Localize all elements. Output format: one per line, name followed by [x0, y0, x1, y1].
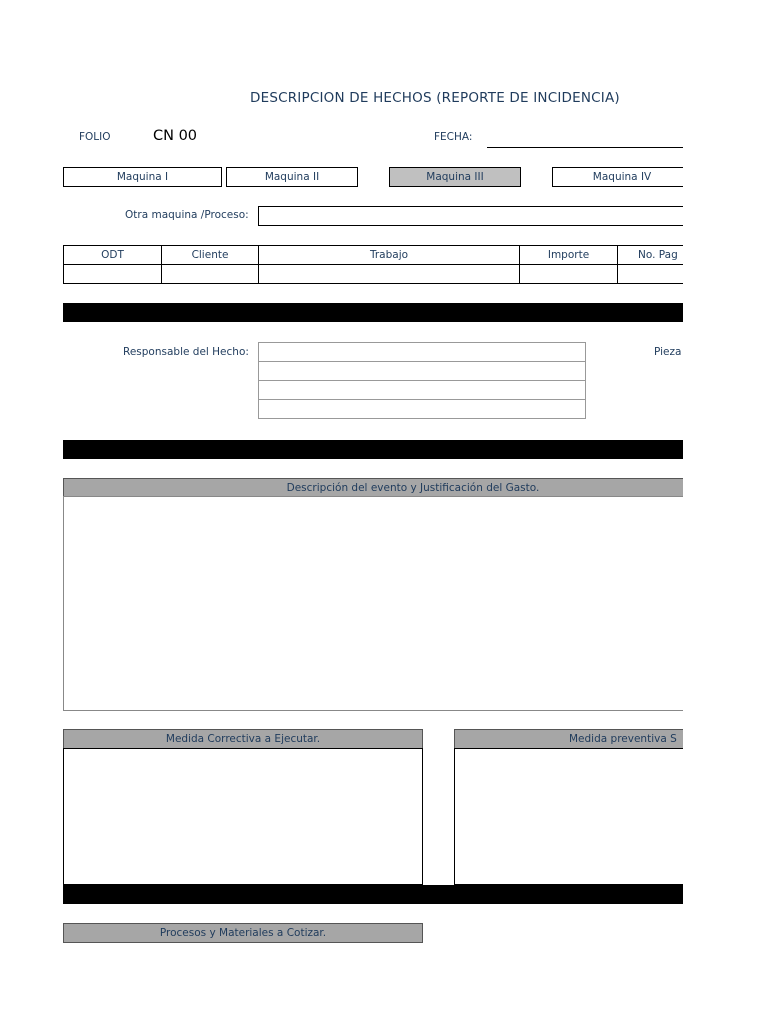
- pieza-label: Pieza: [654, 346, 682, 358]
- otra-maquina-input[interactable]: [258, 206, 683, 226]
- cell-odt[interactable]: [64, 265, 162, 284]
- preventiva-textarea[interactable]: [454, 748, 683, 885]
- descripcion-textarea[interactable]: [63, 496, 683, 711]
- col-header-cliente: Cliente: [162, 246, 259, 265]
- preventiva-header-text: Medida preventiva S: [569, 733, 677, 745]
- job-table-header-row: [64, 246, 684, 265]
- fecha-label: FECHA:: [434, 131, 473, 143]
- section-divider-bar: [63, 885, 683, 904]
- form-title: DESCRIPCION DE HECHOS (REPORTE DE INCIDENCIA): [250, 90, 620, 106]
- descripcion-header-text: Descripción del evento y Justificación del Gasto.: [286, 481, 540, 494]
- job-table-row: [64, 265, 684, 284]
- folio-label: FOLIO: [79, 131, 111, 143]
- col-header-trabajo: Trabajo: [259, 246, 520, 265]
- correctiva-header-text: Medida Correctiva a Ejecutar.: [165, 733, 321, 745]
- responsable-label: Responsable del Hecho:: [123, 346, 249, 358]
- cell-cliente[interactable]: [162, 265, 259, 284]
- preventiva-header: [454, 729, 683, 749]
- responsable-row-3[interactable]: [259, 381, 586, 400]
- otra-maquina-label: Otra maquina /Proceso:: [125, 209, 249, 221]
- col-header-odt: ODT: [64, 246, 162, 265]
- responsable-row-2[interactable]: [259, 362, 586, 381]
- machine-option-3-selected[interactable]: Maquina III: [389, 167, 521, 187]
- col-header-importe: Importe: [520, 246, 618, 265]
- machine-option-4[interactable]: Maquina IV: [552, 167, 683, 187]
- section-divider-bar: [63, 440, 683, 459]
- correctiva-textarea[interactable]: [63, 748, 423, 885]
- fecha-field[interactable]: [487, 147, 683, 148]
- col-header-no-pag: No. Pag: [618, 246, 684, 265]
- cell-no-pag[interactable]: [618, 265, 684, 284]
- machine-option-1[interactable]: Maquina I: [63, 167, 222, 187]
- job-table: [63, 245, 683, 284]
- responsable-row-4[interactable]: [259, 400, 586, 419]
- procesos-header: [63, 923, 423, 943]
- procesos-header-text: Procesos y Materiales a Cotizar.: [159, 927, 327, 939]
- responsable-table: [258, 342, 586, 419]
- correctiva-header: [63, 729, 423, 749]
- folio-value: CN 00: [153, 128, 198, 144]
- responsable-row-1[interactable]: [259, 343, 586, 362]
- cell-trabajo[interactable]: [259, 265, 520, 284]
- descripcion-header: [63, 478, 683, 497]
- cell-importe[interactable]: [520, 265, 618, 284]
- machine-option-2[interactable]: Maquina II: [226, 167, 358, 187]
- section-divider-bar: [63, 303, 683, 322]
